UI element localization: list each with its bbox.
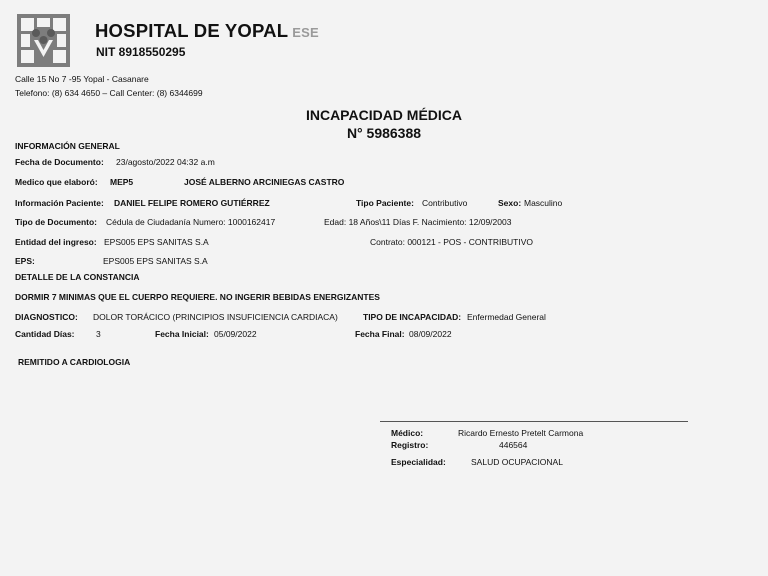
- contrato-value: Contrato: 000121 - POS - CONTRIBUTIVO: [370, 237, 533, 247]
- tipo-paciente-value: Contributivo: [422, 198, 468, 208]
- hospital-logo: [16, 13, 71, 68]
- medico-elaboro-label: Medico que elaboró:: [15, 177, 98, 187]
- fecha-final-value: 08/09/2022: [409, 329, 452, 339]
- document-title-line1: INCAPACIDAD MÉDICA: [305, 107, 463, 123]
- tipo-paciente-label: Tipo Paciente:: [356, 198, 414, 208]
- hospital-phone: Telefono: (8) 634 4650 – Call Center: (8) 6344699: [15, 88, 203, 98]
- fecha-inicial-label: Fecha Inicial:: [155, 329, 209, 339]
- entidad-value: EPS005 EPS SANITAS S.A: [104, 237, 209, 247]
- tipo-incapacidad-value: Enfermedad General: [467, 312, 546, 322]
- tipo-documento-label: Tipo de Documento:: [15, 217, 98, 227]
- firma-especialidad-label: Especialidad:: [391, 457, 446, 467]
- hospital-name: HOSPITAL DE YOPAL ESE: [95, 20, 319, 41]
- diagnostico-value: DOLOR TORÁCICO (PRINCIPIOS INSUFICIENCIA CARDIACA): [93, 312, 338, 322]
- fecha-documento-label: Fecha de Documento:: [15, 157, 104, 167]
- document-number: N° 5986388: [346, 125, 422, 141]
- remitido-text: REMITIDO A CARDIOLOGIA: [18, 357, 131, 367]
- cantidad-dias-label: Cantidad Días:: [15, 329, 75, 339]
- fecha-documento-value: 23/agosto/2022 04:32 a.m: [116, 157, 215, 167]
- sexo-label: Sexo:: [498, 198, 522, 208]
- firma-registro-label: Registro:: [391, 440, 429, 450]
- firma-medico-label: Médico:: [391, 428, 424, 438]
- entidad-label: Entidad del ingreso:: [15, 237, 97, 247]
- general-heading: INFORMACIÓN GENERAL: [15, 141, 120, 151]
- hospital-nit: NIT 8918550295: [96, 45, 186, 59]
- tipo-incapacidad-label: TIPO DE INCAPACIDAD:: [363, 312, 462, 322]
- sexo-value: Masculino: [524, 198, 563, 208]
- tipo-documento-value: Cédula de Ciudadanía Numero: 1000162417: [106, 217, 276, 227]
- hospital-suffix: ESE: [292, 25, 319, 40]
- medico-elaboro-name: JOSÉ ALBERNO ARCINIEGAS CASTRO: [184, 177, 345, 187]
- edad-value: Edad: 18 Años\11 Días F. Nacimiento: 12/09/2003: [324, 217, 512, 227]
- hospital-address: Calle 15 No 7 -95 Yopal - Casanare: [15, 74, 149, 84]
- fecha-final-label: Fecha Final:: [355, 329, 405, 339]
- paciente-name: DANIEL FELIPE ROMERO GUTIÉRREZ: [114, 198, 270, 208]
- eps-value: EPS005 EPS SANITAS S.A: [103, 256, 208, 266]
- detalle-heading: DETALLE DE LA CONSTANCIA: [15, 272, 140, 282]
- paciente-label: Información Paciente:: [15, 198, 104, 208]
- firma-medico-value: Ricardo Ernesto Pretelt Carmona: [458, 428, 584, 438]
- signature-line: [380, 421, 688, 422]
- fecha-inicial-value: 05/09/2022: [214, 329, 257, 339]
- diagnostico-label: DIAGNOSTICO:: [15, 312, 78, 322]
- detalle-instruccion: DORMIR 7 MINIMAS QUE EL CUERPO REQUIERE. NO INGERIR BEBIDAS ENERGIZANTES: [15, 292, 380, 302]
- firma-especialidad-value: SALUD OCUPACIONAL: [471, 457, 563, 467]
- cantidad-dias-value: 3: [96, 329, 101, 339]
- document-title: [284, 106, 484, 142]
- firma-registro-value: 446564: [499, 440, 528, 450]
- eps-label: EPS:: [15, 256, 35, 266]
- medico-elaboro-code: MEP5: [110, 177, 134, 187]
